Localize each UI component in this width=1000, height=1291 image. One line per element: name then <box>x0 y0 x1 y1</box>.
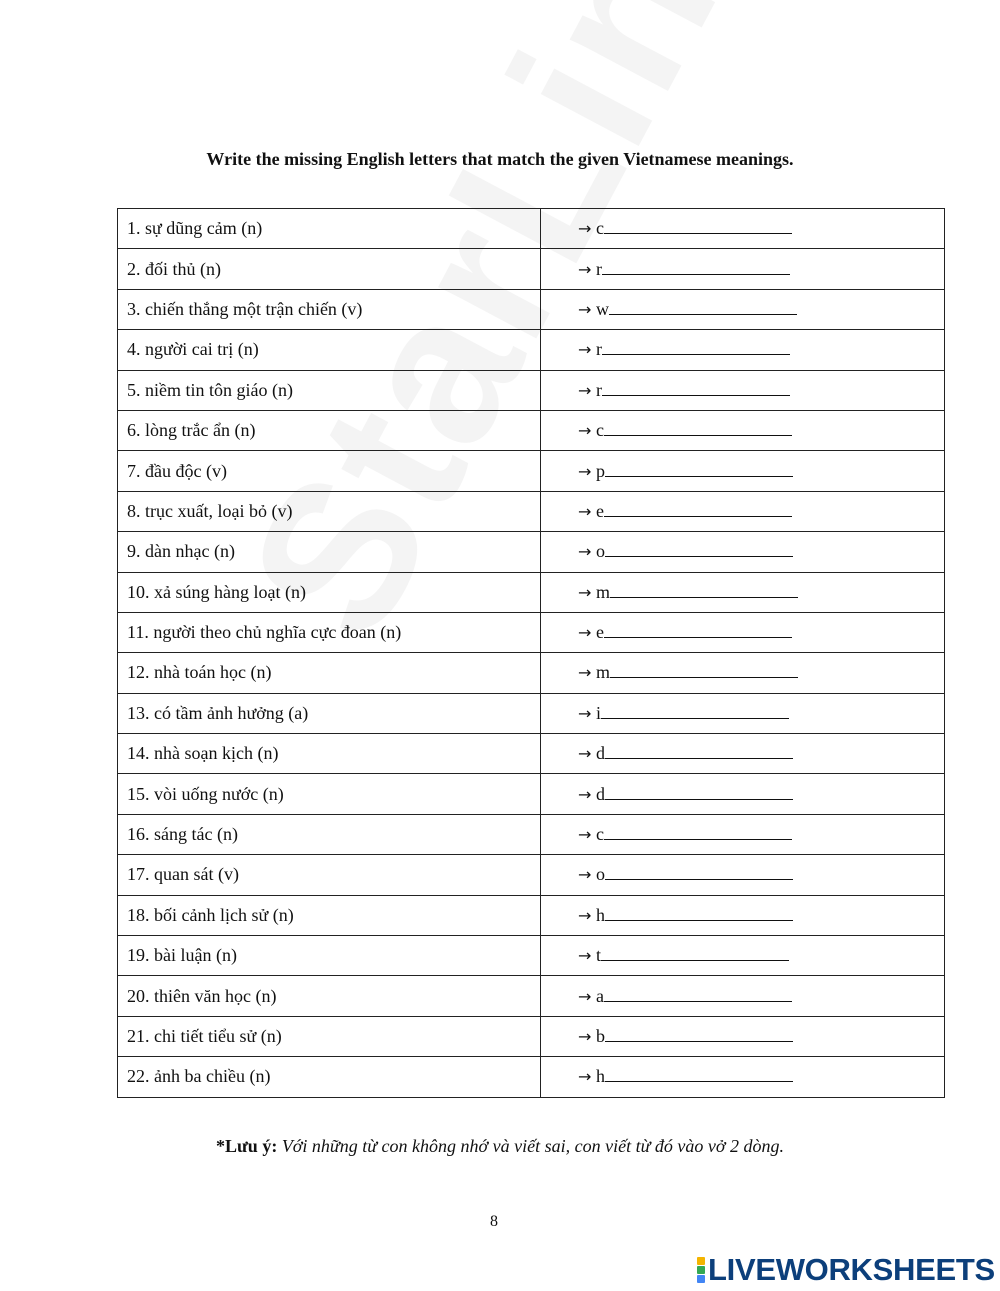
vietnamese-meaning: 1. sự dũng cảm (n) <box>118 209 541 249</box>
answer-cell <box>541 855 945 895</box>
answer-cell <box>541 370 945 410</box>
logo-block <box>697 1275 705 1283</box>
arrow-right-icon: → <box>578 219 592 239</box>
vietnamese-meaning: 5. niềm tin tôn giáo (n) <box>118 370 541 410</box>
vietnamese-meaning: 9. dàn nhạc (n) <box>118 532 541 572</box>
first-letter: r <box>596 258 602 279</box>
first-letter: m <box>596 581 611 602</box>
answer-blank-input[interactable] <box>602 340 790 355</box>
answer-cell <box>541 936 945 976</box>
answer-blank-input[interactable] <box>605 462 793 477</box>
arrow-right-icon: → <box>578 259 592 279</box>
answer-cell <box>541 693 945 733</box>
answer-cell <box>541 976 945 1016</box>
answer-blank-input[interactable] <box>604 421 792 436</box>
answer-blank-input[interactable] <box>604 623 792 638</box>
vocabulary-table <box>117 208 945 1098</box>
answer-blank-input[interactable] <box>604 825 792 840</box>
vietnamese-meaning: 15. vòi uống nước (n) <box>118 774 541 814</box>
arrow-right-icon: → <box>578 825 592 845</box>
answer-cell <box>541 330 945 370</box>
answer-blank-input[interactable] <box>610 663 798 678</box>
table-row <box>118 532 945 572</box>
table-row <box>118 491 945 531</box>
first-letter: d <box>596 743 605 764</box>
table-row <box>118 209 945 249</box>
answer-cell <box>541 653 945 693</box>
arrow-right-icon: → <box>578 703 592 723</box>
table-row <box>118 814 945 854</box>
answer-cell <box>541 1016 945 1056</box>
answer-cell <box>541 774 945 814</box>
answer-blank-input[interactable] <box>605 785 793 800</box>
answer-cell <box>541 1057 945 1097</box>
answer-blank-input[interactable] <box>605 542 793 557</box>
arrow-right-icon: → <box>578 865 592 885</box>
table-row <box>118 1016 945 1056</box>
first-letter: c <box>596 824 604 845</box>
answer-blank-input[interactable] <box>601 704 789 719</box>
table-row <box>118 249 945 289</box>
vietnamese-meaning: 18. bối cảnh lịch sử (n) <box>118 895 541 935</box>
page-number: 8 <box>490 1213 498 1230</box>
first-letter: o <box>596 541 605 562</box>
table-row <box>118 936 945 976</box>
answer-cell <box>541 410 945 450</box>
arrow-right-icon: → <box>578 784 592 804</box>
table-row <box>118 330 945 370</box>
arrow-right-icon: → <box>578 380 592 400</box>
answer-blank-input[interactable] <box>609 300 797 315</box>
answer-cell <box>541 289 945 329</box>
vietnamese-meaning: 8. trục xuất, loại bỏ (v) <box>118 491 541 531</box>
first-letter: h <box>596 904 605 925</box>
table-row <box>118 855 945 895</box>
first-letter: h <box>596 1066 605 1087</box>
vietnamese-meaning: 2. đối thủ (n) <box>118 249 541 289</box>
answer-cell <box>541 451 945 491</box>
answer-blank-input[interactable] <box>605 865 793 880</box>
answer-cell <box>541 249 945 289</box>
first-letter: m <box>596 662 611 683</box>
answer-blank-input[interactable] <box>605 1067 793 1082</box>
arrow-right-icon: → <box>578 461 592 481</box>
answer-cell <box>541 532 945 572</box>
arrow-right-icon: → <box>578 744 592 764</box>
vietnamese-meaning: 11. người theo chủ nghĩa cực đoan (n) <box>118 612 541 652</box>
logo-blocks-icon <box>697 1257 705 1283</box>
table-row <box>118 451 945 491</box>
note-text: Với những từ con không nhớ và viết sai, con viết từ đó vào vở 2 dòng. <box>281 1136 784 1156</box>
arrow-right-icon: → <box>578 299 592 319</box>
arrow-right-icon: → <box>578 501 592 521</box>
first-letter: r <box>596 339 602 360</box>
table-row <box>118 370 945 410</box>
vietnamese-meaning: 19. bài luận (n) <box>118 936 541 976</box>
vietnamese-meaning: 4. người cai trị (n) <box>118 330 541 370</box>
first-letter: c <box>596 218 604 239</box>
answer-blank-input[interactable] <box>604 219 792 234</box>
vietnamese-meaning: 10. xả súng hàng loạt (n) <box>118 572 541 612</box>
answer-blank-input[interactable] <box>602 381 790 396</box>
answer-cell <box>541 895 945 935</box>
first-letter: p <box>596 460 605 481</box>
table-row <box>118 289 945 329</box>
first-letter: w <box>596 298 609 319</box>
vietnamese-meaning: 3. chiến thắng một trận chiến (v) <box>118 289 541 329</box>
table-row <box>118 653 945 693</box>
liveworksheets-logo[interactable] <box>697 1254 995 1286</box>
answer-blank-input[interactable] <box>610 583 798 598</box>
vietnamese-meaning: 21. chi tiết tiểu sử (n) <box>118 1016 541 1056</box>
answer-cell <box>541 612 945 652</box>
table-row <box>118 1057 945 1097</box>
arrow-right-icon: → <box>578 340 592 360</box>
arrow-right-icon: → <box>578 542 592 562</box>
first-letter: r <box>596 379 602 400</box>
vietnamese-meaning: 7. đầu độc (v) <box>118 451 541 491</box>
table-row <box>118 734 945 774</box>
arrow-right-icon: → <box>578 1027 592 1046</box>
answer-cell <box>541 491 945 531</box>
arrow-right-icon: → <box>578 623 592 643</box>
first-letter: e <box>596 500 604 521</box>
answer-cell <box>541 734 945 774</box>
logo-block <box>697 1266 705 1274</box>
first-letter: b <box>596 1026 605 1046</box>
vietnamese-meaning: 20. thiên văn học (n) <box>118 976 541 1016</box>
arrow-right-icon: → <box>578 582 592 602</box>
first-letter: a <box>596 985 604 1006</box>
answer-blank-input[interactable] <box>604 502 792 517</box>
note <box>0 1136 1000 1157</box>
note-label: *Lưu ý: <box>216 1136 278 1156</box>
answer-blank-input[interactable] <box>604 987 792 1002</box>
table-row <box>118 693 945 733</box>
first-letter: d <box>596 783 605 804</box>
page-title: Write the missing English letters that match the given Vietnamese meanings. <box>206 149 794 169</box>
vietnamese-meaning: 17. quan sát (v) <box>118 855 541 895</box>
table-row <box>118 612 945 652</box>
answer-blank-input[interactable] <box>601 946 789 961</box>
answer-cell <box>541 814 945 854</box>
arrow-right-icon: → <box>578 986 592 1006</box>
answer-cell <box>541 209 945 249</box>
logo-block <box>697 1257 705 1265</box>
arrow-right-icon: → <box>578 1067 592 1087</box>
first-letter: t <box>596 945 602 966</box>
answer-blank-input[interactable] <box>605 1027 793 1042</box>
vietnamese-meaning: 14. nhà soạn kịch (n) <box>118 734 541 774</box>
vietnamese-meaning: 22. ảnh ba chiều (n) <box>118 1057 541 1097</box>
arrow-right-icon: → <box>578 421 592 441</box>
table-row <box>118 895 945 935</box>
answer-blank-input[interactable] <box>605 906 793 921</box>
logo-text: LIVEWORKSHEETS <box>708 1252 995 1287</box>
table-row <box>118 410 945 450</box>
arrow-right-icon: → <box>578 905 592 925</box>
first-letter: i <box>596 702 602 723</box>
first-letter: e <box>596 622 604 643</box>
table-row <box>118 774 945 814</box>
arrow-right-icon: → <box>578 663 592 683</box>
vietnamese-meaning: 13. có tầm ảnh hưởng (a) <box>118 693 541 733</box>
vietnamese-meaning: 6. lòng trắc ẩn (n) <box>118 410 541 450</box>
vietnamese-meaning: 16. sáng tác (n) <box>118 814 541 854</box>
vietnamese-meaning: 12. nhà toán học (n) <box>118 653 541 693</box>
first-letter: o <box>596 864 605 885</box>
arrow-right-icon: → <box>578 946 592 966</box>
first-letter: c <box>596 420 604 441</box>
answer-blank-input[interactable] <box>602 260 790 275</box>
table-row <box>118 976 945 1016</box>
answer-blank-input[interactable] <box>605 744 793 759</box>
answer-cell <box>541 572 945 612</box>
table-row <box>118 572 945 612</box>
